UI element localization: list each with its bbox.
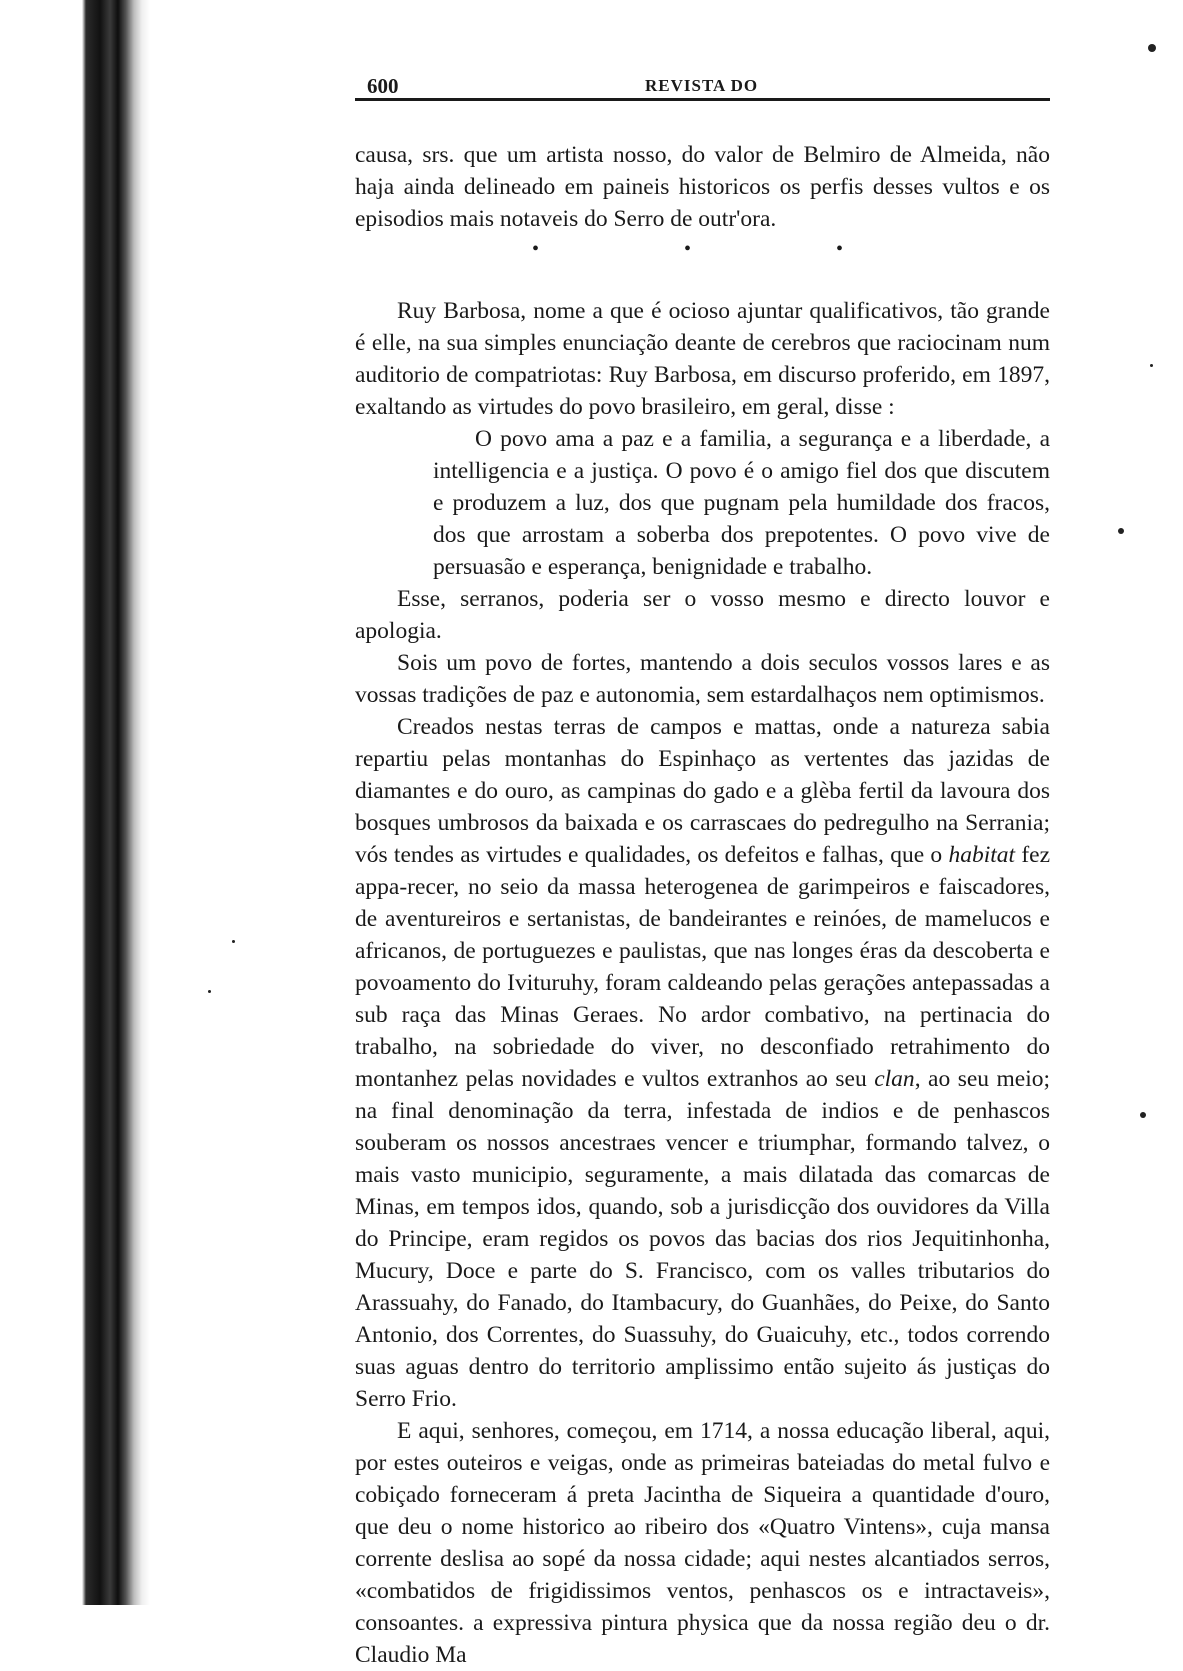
section-separator: • • • <box>531 238 913 260</box>
italic-habitat: habitat <box>948 842 1016 868</box>
page-number: 600 <box>367 74 399 98</box>
paragraph-continuation: causa, srs. que um artista nosso, do valor de Belmiro de Almeida, não haja ainda delineado em paineis historicos os perfis desses vultos e os episodios mais notaveis do Serro de outr'ora. <box>355 142 1050 232</box>
paragraph-creados-part-2: fez appa-recer, no seio da massa heterogenea de garimpeiros e faiscadores, de aventureiros e sertanistas, de bandeirantes e reinóes, de mamelucos e africanos, de portuguezes e paulistas, que nas longes éras da descoberta e povoamento do Ivituruhy, foram caldeando pelas gerações antepassadas a sub raça das Minas Geraes. No ardor combativo, na pertinacia do trabalho, na sobriedade do viver, no desconfiado retrahimento do montanhez pelas novidades e vultos extranhos ao seu <box>355 842 1051 1092</box>
paragraph-serranos: Esse, serranos, poderia ser o vosso mesmo e directo louvor e apologia. <box>355 586 1050 644</box>
paragraph-creados <box>355 711 1050 1415</box>
ink-speck <box>1140 1112 1146 1118</box>
running-title: REVISTA DO <box>645 76 759 95</box>
ink-speck <box>208 990 211 993</box>
book-page <box>355 60 1050 1671</box>
paragraph-creados-part-1: Creados nestas terras de campos e mattas, onde a natureza sabia repartiu pelas montanhas do Espinhaço as vertentes das jazidas de diamantes e do ouro, as campinas do gado e a glèba fertil da lavoura dos bosques umbrosos da baixada e os carrascaes do pedregulho na Serrania; vós tendes as virtudes e qualidades, os defeitos e falhas, que o <box>355 714 1050 868</box>
ink-speck <box>1118 528 1124 534</box>
body-text <box>355 139 1050 1671</box>
block-quote: O povo ama a paz e a familia, a segurança e a liberdade, a intelligencia e a justiça. O povo é o amigo fiel dos que discutem e produzem a luz, dos que pugnam pela humildade dos fracos, dos que arrostam a soberba dos prepotentes. O povo vive de persuasão e esperança, benignidade e trabalho. <box>433 426 1050 580</box>
italic-clan: clan <box>874 1066 915 1092</box>
paragraph-povo-de-fortes: Sois um povo de fortes, mantendo a dois seculos vossos lares e as vossas tradições de paz e autonomia, sem estardalhaços nem optimismos. <box>355 650 1050 708</box>
paragraph-e-aqui: E aqui, senhores, começou, em 1714, a nossa educação liberal, aqui, por estes outeiros e veigas, onde as primeiras bateiadas do metal fulvo e cobiçado forneceram á preta Jacintha de Siqueira a quantidade d'ouro, que deu o nome historico ao ribeiro dos «Quatro Vintens», cuja mansa corrente deslisa ao sopé da nossa cidade; aqui nestes alcantiados serros, «combatidos de frigidissimos ventos, penhascos os e intractaveis», consoantes. a expressiva pintura physica que da nossa região deu o dr. Claudio Ma <box>355 1418 1050 1668</box>
paragraph-ruy-barbosa: Ruy Barbosa, nome a que é ocioso ajuntar qualificativos, tão grande é elle, na sua simples enunciação deante de cerebros que raciocinam num auditorio de compatriotas: Ruy Barbosa, em discurso proferido, em 1897, exaltando as virtudes do povo brasileiro, em geral, disse : <box>355 298 1050 420</box>
ink-speck <box>232 940 235 943</box>
ink-speck <box>1150 364 1153 367</box>
book-binding-edge <box>0 0 150 1605</box>
ink-speck <box>1148 44 1156 52</box>
paragraph-creados-part-3: , ao seu meio; na final denominação da terra, infestada de indios e de penhascos souberam os nossos ancestraes vencer e triumphar, formando talvez, o mais vasto municipio, seguramente, a mais dilatada das comarcas de Minas, em tempos idos, quando, sob a jurisdicção dos ouvidores da Villa do Principe, eram regidos os povos das bacias dos rios Jequitinhonha, Mucury, Doce e parte do S. Francisco, com os valles tributarios do Arassuahy, do Fanado, do Itambacury, do Guanhães, do Peixe, do Santo Antonio, dos Correntes, do Suassuhy, do Guaicuhy, etc., todos correndo suas aguas dentro do territorio amplissimo então sujeito ás justiças do Serro Frio. <box>355 1066 1051 1412</box>
running-head <box>355 60 1050 101</box>
